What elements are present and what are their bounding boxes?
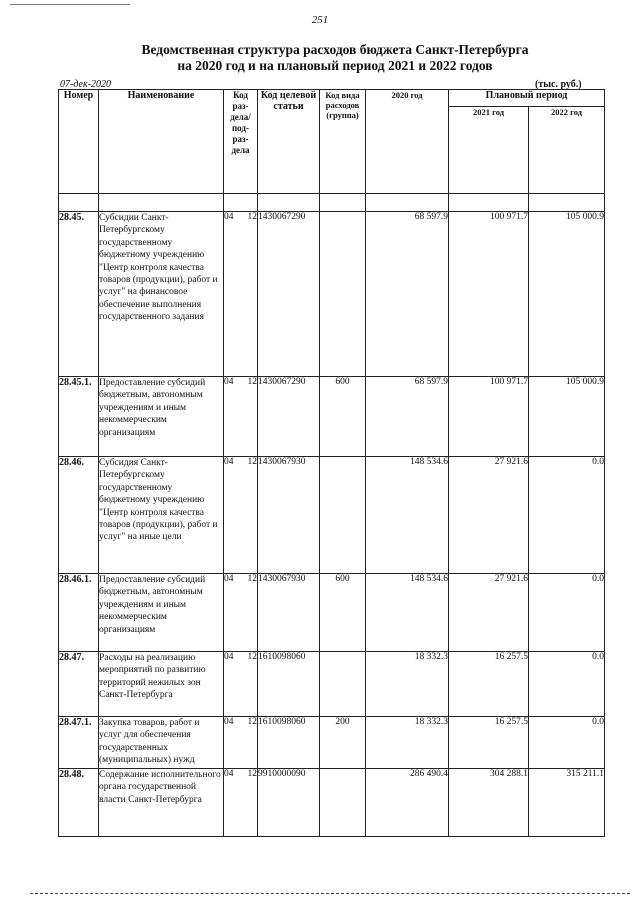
row-section-code: 04 12	[224, 717, 258, 769]
row-target-code: 1610098060	[258, 652, 320, 717]
row-amount-2022: 0.0	[529, 574, 605, 652]
row-amount-2020: 148 534.6	[366, 574, 449, 652]
top-rule	[10, 4, 130, 5]
document-title	[40, 42, 630, 74]
row-amount-2022: 315 211.1	[529, 769, 605, 837]
row-name: Закупка товаров, работ и услуг для обеспечения государственных (муниципальных) нужд	[99, 717, 224, 769]
row-name: Субсидии Санкт-Петербургскому государственному бюджетному учреждению "Центр контроля качества товаров (продукции), работ и услуг" на финансовое обеспечение выполнения государственного задания	[99, 212, 224, 377]
table-row	[59, 574, 605, 652]
header-section-line-2: раз-	[232, 101, 249, 111]
table-row	[59, 377, 605, 457]
row-number: 28.47.1.	[59, 717, 99, 769]
row-amount-2021: 16 257.5	[449, 717, 529, 769]
title-line-2: на 2020 год и на плановый период 2021 и 2022 годов	[177, 58, 493, 73]
row-amount-2020: 286 490.4	[366, 769, 449, 837]
table-row	[59, 652, 605, 717]
row-amount-2021: 304 288.1	[449, 769, 529, 837]
row-name: Содержание исполнительного органа государственной власти Санкт-Петербурга	[99, 769, 224, 837]
document-date: 07-дек-2020	[60, 79, 111, 90]
row-section-code: 04 12	[224, 377, 258, 457]
table-row	[59, 717, 605, 769]
row-amount-2020: 68 597.9	[366, 212, 449, 377]
row-amount-2021: 100 971.7	[449, 212, 529, 377]
row-amount-2021: 27 921.6	[449, 574, 529, 652]
header-section-line-4: под-	[232, 123, 249, 133]
row-amount-2022: 105 000.9	[529, 212, 605, 377]
row-amount-2021: 16 257.5	[449, 652, 529, 717]
header-target-code: Код целевой статьи	[258, 90, 320, 194]
row-amount-2020: 18 332.3	[366, 652, 449, 717]
row-section-code: 04 12	[224, 457, 258, 574]
row-expense-kind: 200	[320, 717, 366, 769]
row-section-code: 04 12	[224, 574, 258, 652]
row-expense-kind: 600	[320, 377, 366, 457]
header-section-line-6: дела	[231, 145, 250, 155]
header-2021: 2021 год	[449, 107, 529, 194]
header-2020: 2020 год	[366, 90, 449, 194]
row-amount-2020: 18 332.3	[366, 717, 449, 769]
header-section-line-5: раз-	[232, 134, 249, 144]
table-body	[59, 194, 605, 837]
header-2022: 2022 год	[529, 107, 605, 194]
header-number: Номер	[59, 90, 99, 194]
row-amount-2020: 148 534.6	[366, 457, 449, 574]
row-expense-kind	[320, 457, 366, 574]
table-row	[59, 212, 605, 377]
header-expense-kind: Код вида расходов (группа)	[320, 90, 366, 194]
row-expense-kind	[320, 652, 366, 717]
row-amount-2021: 100 971.7	[449, 377, 529, 457]
row-expense-kind	[320, 212, 366, 377]
row-target-code: 1430067930	[258, 574, 320, 652]
header-name: Наименование	[99, 90, 224, 194]
header-section-code	[224, 90, 258, 194]
row-section-code: 04 12	[224, 769, 258, 837]
row-amount-2022: 105 000.9	[529, 377, 605, 457]
row-expense-kind	[320, 769, 366, 837]
row-name: Предоставление субсидий бюджетным, автономным учреждениям и иным некоммерческим организациям	[99, 574, 224, 652]
row-number: 28.45.1.	[59, 377, 99, 457]
bottom-rule	[30, 893, 630, 894]
row-amount-2020: 68 597.9	[366, 377, 449, 457]
header-section-line-1: Код	[233, 90, 248, 100]
page-number: 251	[311, 14, 329, 26]
row-amount-2022: 0.0	[529, 652, 605, 717]
row-name: Расходы на реализацию мероприятий по развитию территорий нежилых зон Санкт-Петербурга	[99, 652, 224, 717]
row-section-code: 04 12	[224, 212, 258, 377]
table-header	[59, 90, 605, 194]
row-amount-2021: 27 921.6	[449, 457, 529, 574]
row-name: Субсидия Санкт-Петербургскому государственному бюджетному учреждению "Центр контроля качества товаров (продукции), работ и услуг" на иные цели	[99, 457, 224, 574]
row-number: 28.46.1.	[59, 574, 99, 652]
budget-table	[58, 89, 605, 837]
row-expense-kind: 600	[320, 574, 366, 652]
row-number: 28.45.	[59, 212, 99, 377]
title-line-1: Ведомственная структура расходов бюджета Санкт-Петербурга	[141, 42, 529, 57]
row-target-code: 9910000090	[258, 769, 320, 837]
header-plan-period: Плановый период	[449, 90, 605, 107]
header-section-line-3: дела/	[230, 112, 251, 122]
row-target-code: 1430067290	[258, 377, 320, 457]
row-amount-2022: 0.0	[529, 457, 605, 574]
row-name: Предоставление субсидий бюджетным, автономным учреждениям и иным некоммерческим организациям	[99, 377, 224, 457]
row-target-code: 1430067930	[258, 457, 320, 574]
row-target-code: 1430067290	[258, 212, 320, 377]
table-row	[59, 457, 605, 574]
row-number: 28.46.	[59, 457, 99, 574]
row-target-code: 1610098060	[258, 717, 320, 769]
table-row	[59, 769, 605, 837]
row-number: 28.48.	[59, 769, 99, 837]
units-label: (тыс. руб.)	[535, 79, 582, 90]
row-amount-2022: 0.0	[529, 717, 605, 769]
row-section-code: 04 12	[224, 652, 258, 717]
row-number: 28.47.	[59, 652, 99, 717]
